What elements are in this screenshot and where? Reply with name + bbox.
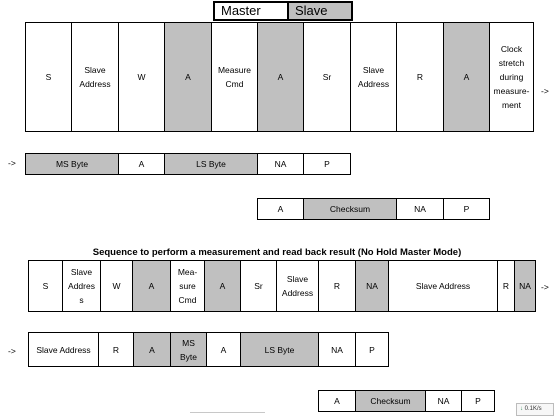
nohold-row2-cell-5: A: [206, 332, 241, 367]
nohold-row1-cell-1: S: [28, 260, 63, 312]
no-hold-row2-continue-arrow: ->: [8, 346, 16, 356]
no-hold-mode-title: Sequence to perform a measurement and read back result (No Hold Master Mode): [92, 247, 462, 258]
nohold-row1-cell-6: A: [204, 260, 241, 312]
nohold-row1-cell-2: Slave Addres s: [62, 260, 101, 312]
nohold-row1-cell-5: Mea- sure Cmd: [170, 260, 205, 312]
hold-row2-cell-5: P: [303, 153, 351, 175]
hold-row1-cell-8: Slave Address: [350, 22, 397, 132]
legend: [213, 1, 353, 21]
legend-slave: Slave: [289, 3, 351, 19]
nohold-row1-cell-12: R: [497, 260, 515, 312]
hold-row1-cell-6: A: [257, 22, 304, 132]
nohold-row2-cell-7: NA: [318, 332, 356, 367]
hold-row2-cell-3: LS Byte: [164, 153, 258, 175]
nohold-row1-cell-7: Sr: [240, 260, 277, 312]
hold-row3-cell-1: A: [257, 198, 304, 220]
hold-row2-cell-4: NA: [257, 153, 304, 175]
no-hold-row1-continue-arrow: ->: [541, 282, 549, 292]
nohold-row2-cell-8: P: [355, 332, 389, 367]
nohold-row1-cell-13: NA: [514, 260, 536, 312]
hold-row1-continue-arrow: ->: [541, 86, 549, 96]
nohold-row1-cell-4: A: [132, 260, 171, 312]
hold-row2-continue-arrow: ->: [8, 158, 16, 168]
hold-row1-cell-9: R: [396, 22, 444, 132]
nohold-row2-cell-2: R: [98, 332, 134, 367]
nohold-row1-cell-9: R: [318, 260, 356, 312]
hold-row3-cell-4: P: [443, 198, 490, 220]
nohold-row1-cell-10: NA: [355, 260, 389, 312]
divider-line: [190, 412, 265, 417]
nohold-row2-cell-6: LS Byte: [240, 332, 319, 367]
hold-row3-cell-3: NA: [396, 198, 444, 220]
nohold-row2-cell-3: A: [133, 332, 171, 367]
nohold-row1-cell-3: W: [100, 260, 133, 312]
nohold-row2-cell-1: Slave Address: [28, 332, 99, 367]
hold-row3-cell-2: Checksum: [303, 198, 397, 220]
hold-row1-cell-4: A: [164, 22, 212, 132]
nohold-row3-cell-2: Checksum: [355, 390, 426, 412]
hold-row1-cell-5: Measure Cmd: [211, 22, 258, 132]
nohold-row3-cell-4: P: [461, 390, 495, 412]
hold-row1-cell-1: S: [25, 22, 72, 132]
status-badge: [516, 403, 554, 416]
hold-row1-cell-10: A: [443, 22, 490, 132]
nohold-row2-cell-4: MS Byte: [170, 332, 207, 367]
hold-row2-cell-1: MS Byte: [25, 153, 119, 175]
hold-row1-cell-3: W: [118, 22, 165, 132]
legend-master: Master: [215, 3, 289, 19]
nohold-row3-cell-3: NA: [425, 390, 462, 412]
hold-row1-cell-7: Sr: [303, 22, 351, 132]
hold-row1-cell-11: Clock stretch during measure- ment: [489, 22, 534, 132]
nohold-row3-cell-1: A: [318, 390, 356, 412]
nohold-row1-cell-11: Slave Address: [388, 260, 498, 312]
nohold-row1-cell-8: Slave Address: [276, 260, 319, 312]
download-icon: ↓: [520, 406, 523, 412]
hold-row2-cell-2: A: [118, 153, 165, 175]
status-badge-text: 0.1K/s: [524, 406, 542, 412]
hold-row1-cell-2: Slave Address: [71, 22, 119, 132]
